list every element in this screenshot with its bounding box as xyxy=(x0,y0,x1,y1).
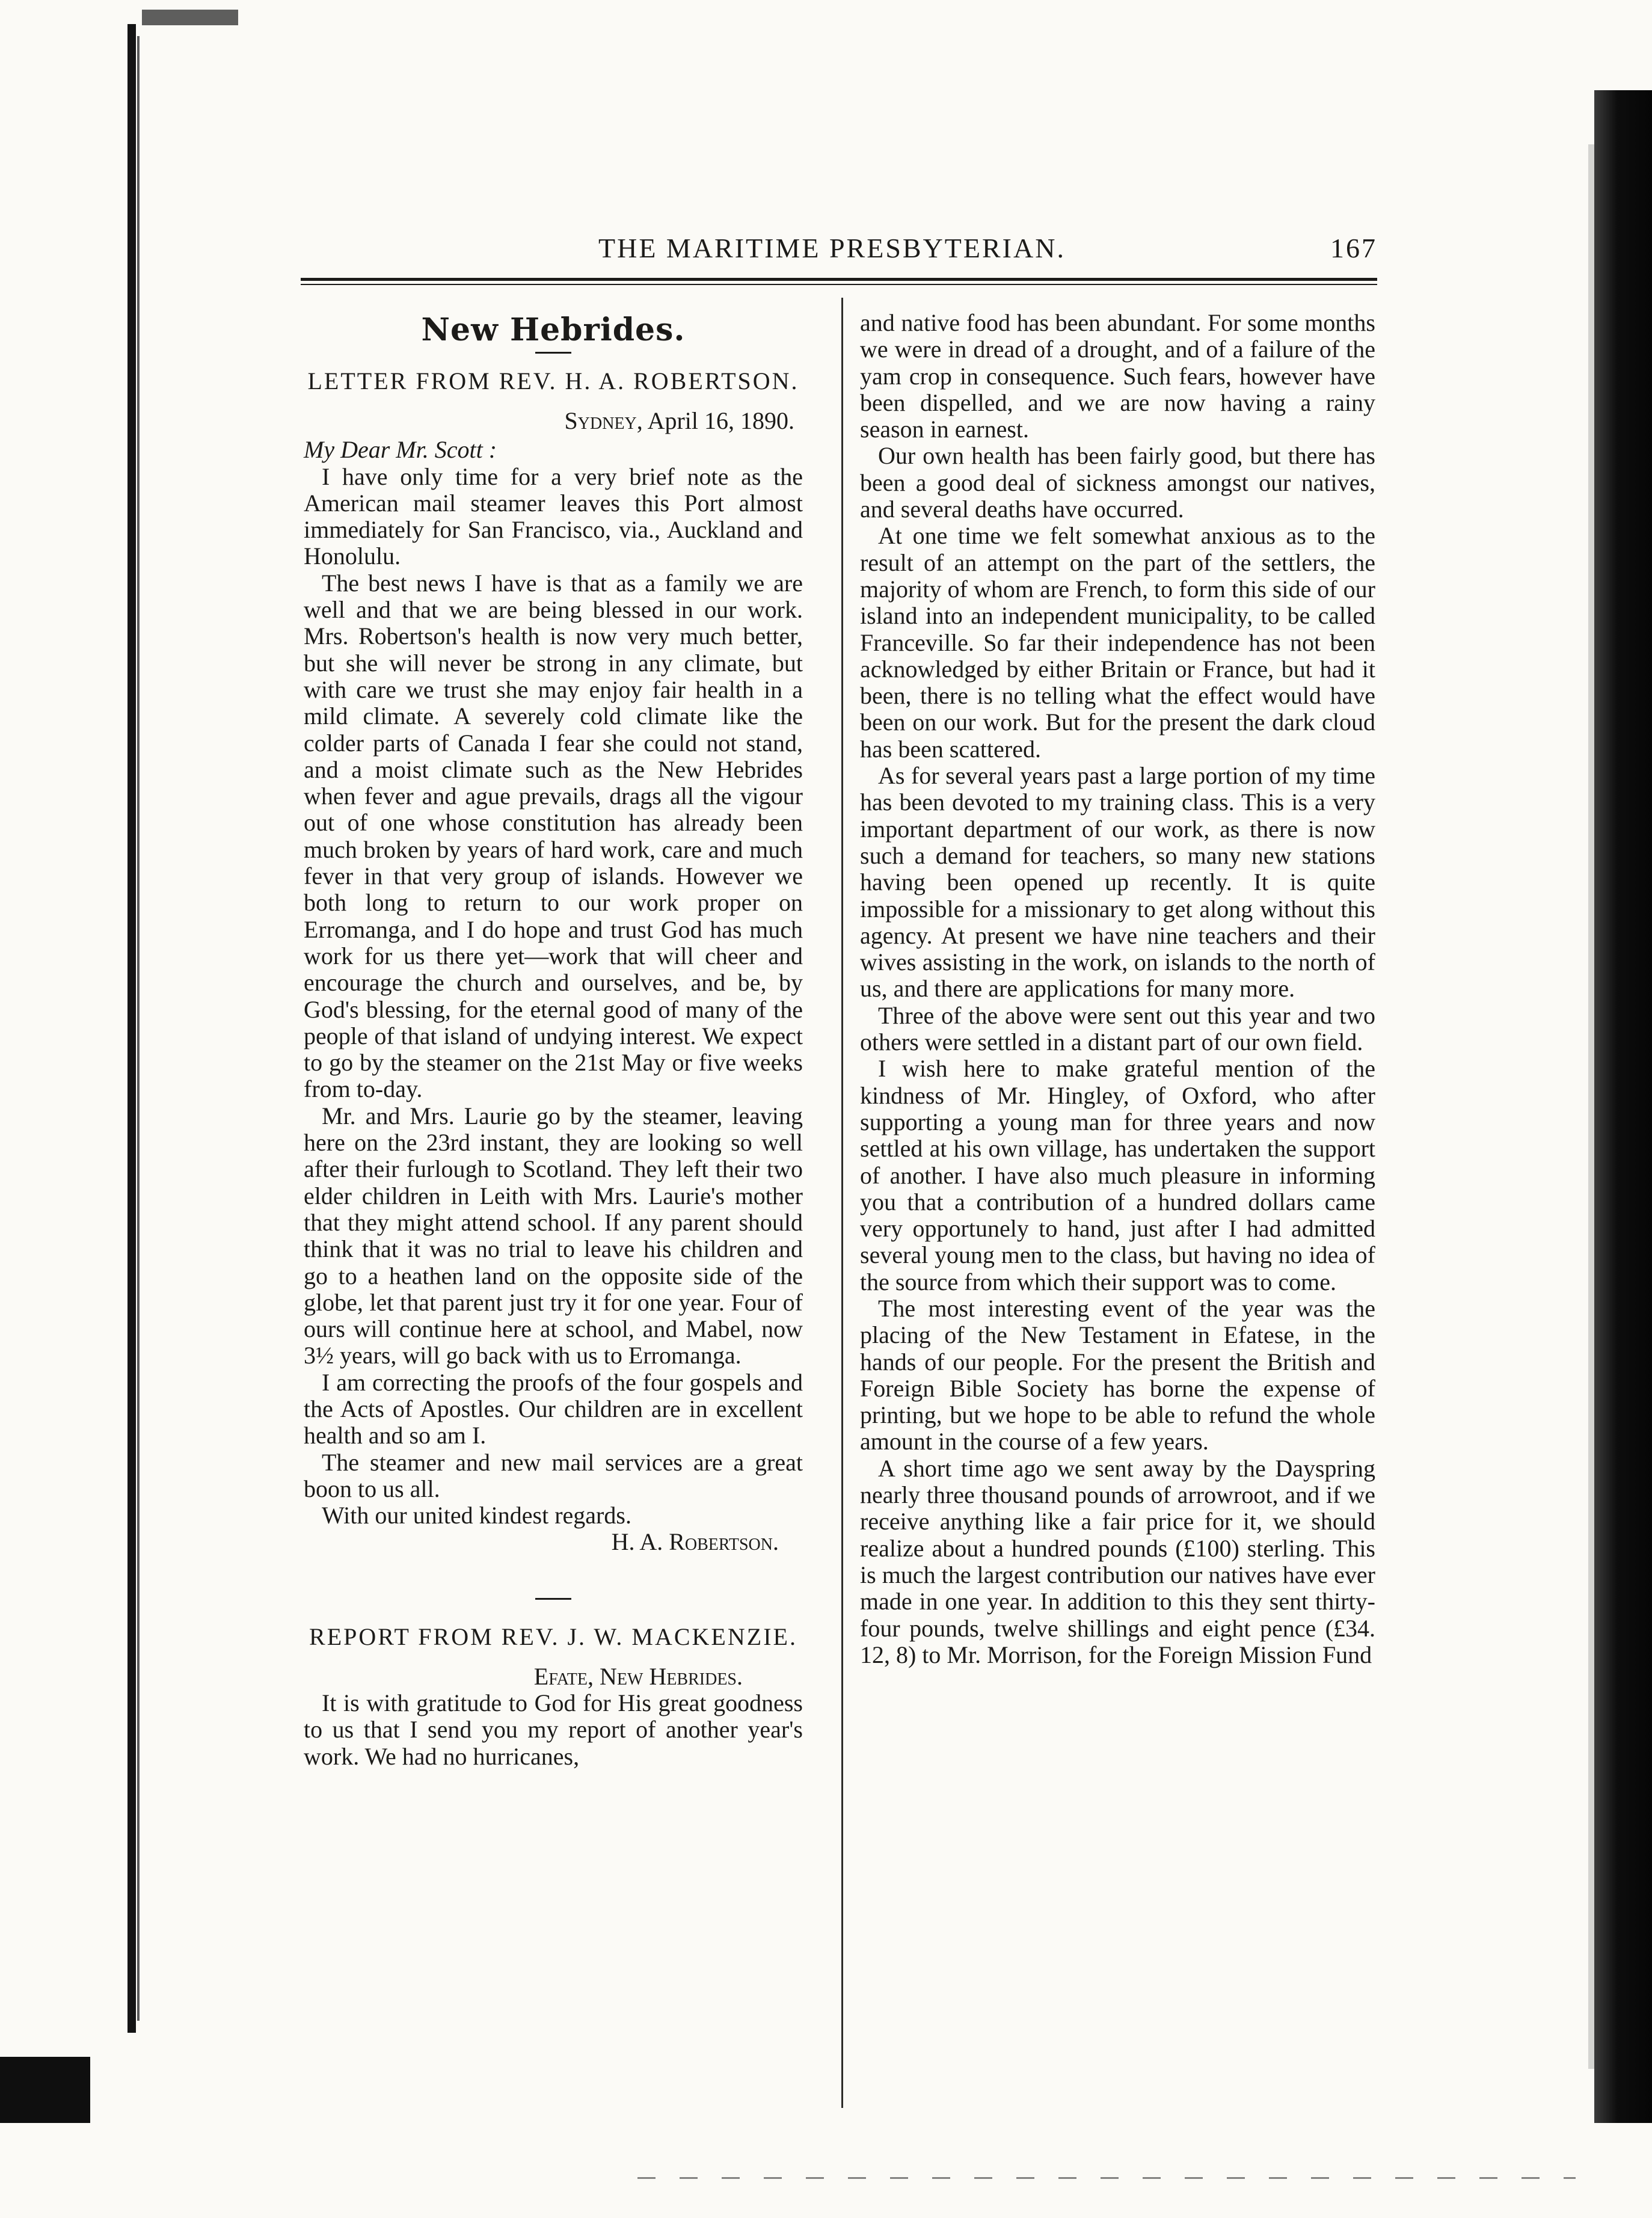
section-rule xyxy=(535,352,571,354)
page-edge-shadow-inner xyxy=(1588,144,1594,2069)
header-rule-thin xyxy=(301,284,1377,285)
binding-edge-shadow-inner xyxy=(137,36,140,2021)
letter-paragraph: The steamer and new mail services are a great boon to us all. xyxy=(304,1448,803,1502)
letter-paragraph: I am correcting the proofs of the four gospels and the Acts of Apostles. Our children are in excellent health and so am I. xyxy=(304,1368,803,1449)
scan-smudge-top xyxy=(142,10,238,25)
page-edge-shadow xyxy=(1594,90,1652,2123)
letter-signature: H. A. Robertson. xyxy=(611,1528,779,1556)
article-separator xyxy=(535,1598,571,1600)
scan-smudge-corner xyxy=(0,2057,90,2123)
report-paragraph: Three of the above were sent out this year and two others were settled in a distant part of our own field. xyxy=(860,1001,1375,1056)
report-paragraph: At one time we felt somewhat anxious as to the result of an attempt on the part of the settlers, the majority of whom are French, to form this side of our island into an independent municipality, to be called Franceville. So far their independence has not been acknowledged by either Britain or France, but had it been, there is no telling what the effect would have been on our work. But for the present the dark cloud has been scattered. xyxy=(860,522,1375,763)
scan-noise-bottom xyxy=(637,2177,1576,2179)
running-head xyxy=(301,227,1377,269)
letter-paragraph: Mr. and Mrs. Laurie go by the steamer, leaving here on the 23rd instant, they are looking so well after their furlough to Scotland. They left their two elder children in Leith with Mrs. Laurie's mother that they might attend school. If any parent should think that it was no trial to leave his children and go to a heathen land on the opposite side of the globe, let that parent just try it for one year. Four of ours will continue here at school, and Mabel, now 3½ years, will go back with us to Erromanga. xyxy=(304,1102,803,1369)
header-rule xyxy=(301,278,1377,281)
binding-edge-shadow xyxy=(127,24,136,2033)
report-paragraph: As for several years past a large portion of my time has been devoted to my training class. This is a very important department of our work, as there is now such a demand for teachers, so many new stations having been opened up recently. It is quite impossible for a missionary to get along without this agency. At present we have nine teachers and their wives assisting in the work, on islands to the north of us, and there are applications for many more. xyxy=(860,762,1375,1003)
letter-paragraph: With our united kindest regards. xyxy=(322,1502,631,1529)
letter-title: LETTER FROM REV. H. A. ROBERTSON. xyxy=(307,367,799,395)
letter-salutation: My Dear Mr. Scott : xyxy=(304,436,497,464)
report-paragraph: I wish here to make grateful mention of the kindness of Mr. Hingley, of Oxford, who after supporting a young man for three years and now settled at his own village, has undertaken the support of another. I have also much pleasure in informing you that a contribution of a hundred dollars came very opportunely to hand, just after I had admitted several young men to the class, but having no idea of the source from which their support was to come. xyxy=(860,1055,1375,1295)
column-divider xyxy=(841,298,843,2108)
report-paragraph: A short time ago we sent away by the Dayspring nearly three thousand pounds of arrowroot, and if we receive anything like a fair price for it, we should realize about a hundred pounds (£100) sterling. This is much the largest contribution our natives have ever made in one year. In addition to this they sent thirty-four pounds, twelve shillings and eight pence (£34. 12, 8) to Mr. Morrison, for the Foreign Mission Fund xyxy=(860,1454,1375,1668)
letter-paragraph: The best news I have is that as a family we are well and that we are being blessed in our work. Mrs. Robertson's health is now very much better, but she will never be strong in any climate, but with care we trust she may enjoy fair health in a mild climate. A severely cold climate like the colder parts of Canada I fear she could not stand, and a moist climate such as the New Hebrides when fever and ague prevails, drags all the vigour out of one whose constitution has already been much broken by years of hard work, care and much fever in that very group of islands. However we both long to return to our work proper on Erromanga, and I do hope and trust God has much work for us there yet—work that will cheer and encourage the church and ourselves, and be, by God's blessing, for the eternal good of many of the people of that island of undying interest. We expect to go by the steamer on the 21st May or five weeks from to-day. xyxy=(304,569,803,1103)
letter-paragraph: I have only time for a very brief note as the American mail steamer leaves this Port almost immediately for San Francisco, via., Auckland and Honolulu. xyxy=(304,462,803,570)
section-heading: New Hebrides. xyxy=(421,312,686,348)
letter-dateline xyxy=(304,408,803,434)
report-title: REPORT FROM REV. J. W. MACKENZIE. xyxy=(309,1623,797,1650)
running-title: THE MARITIME PRESBYTERIAN. xyxy=(598,233,1066,263)
report-paragraph: and native food has been abundant. For some months we were in dread of a drought, and of a failure of the yam crop in consequence. Such fears, however have been dispelled, and we are now having a rainy season in earnest. xyxy=(860,309,1375,443)
report-paragraph: It is with gratitude to God for His great goodness to us that I send you my report of another year's work. We had no hurricanes, xyxy=(304,1689,803,1770)
page-number: 167 xyxy=(1330,233,1377,263)
dateline-date: April 16, 1890. xyxy=(647,407,794,434)
dateline-place: Sydney, xyxy=(564,407,643,434)
report-paragraph: The most interesting event of the year was the placing of the New Testament in Efatese, in the hands of our people. For the present the British and Foreign Bible Society has borne the expense of printing, but we hope to be able to refund the whole amount in the course of a few years. xyxy=(860,1294,1375,1455)
report-place: Efate, New Hebrides. xyxy=(533,1662,743,1690)
right-column xyxy=(860,310,1375,1668)
left-column xyxy=(304,310,803,1770)
report-paragraph: Our own health has been fairly good, but there has been a good deal of sickness amongst our natives, and several deaths have occurred. xyxy=(860,442,1375,523)
